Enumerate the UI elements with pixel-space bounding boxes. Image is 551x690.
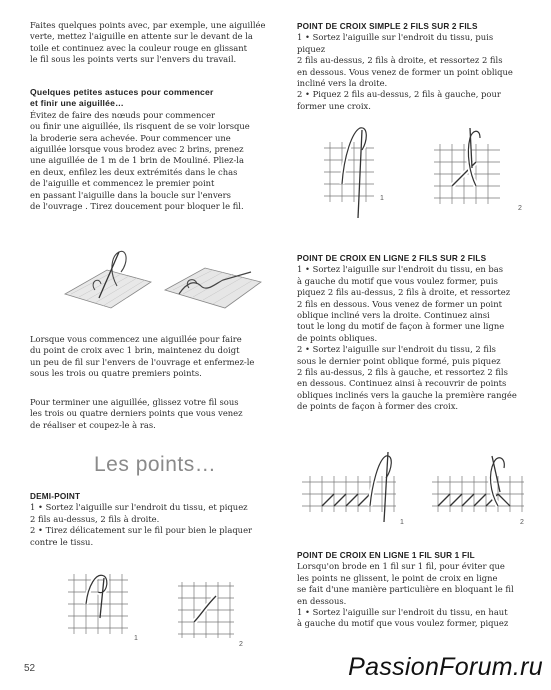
text-line: 2 • Piquez 2 fils au-dessus, 2 fils à gauche, pour bbox=[297, 89, 501, 100]
text-line: piquez 2 fils au-dessus, 2 fils à droite, et ressortez bbox=[297, 287, 511, 298]
text-line: former une croix. bbox=[297, 100, 371, 111]
text-line: 1 • Sortez l'aiguille sur l'endroit du tissu, et piquez bbox=[30, 502, 248, 513]
demi-point-figure-1 bbox=[66, 570, 146, 642]
line-cross-1x1-section bbox=[297, 550, 521, 630]
text-line: en dessous. Continuez ainsi à recouvrir de points bbox=[297, 378, 507, 389]
text-line: 2 fils en dessous. Vous venez de former un point bbox=[297, 298, 502, 309]
text-line: 2 • Sortez l'aiguille sur l'endroit du tissu, 2 fils bbox=[297, 344, 496, 355]
simple-cross-figure-2 bbox=[430, 124, 526, 216]
text-line: Évitez de faire des nœuds pour commencer bbox=[30, 109, 216, 120]
text-line: de l'ouvrage . Tirez doucement pour bloquer le fil. bbox=[30, 201, 244, 212]
text-line: à gauche du motif que vous voulez former, puis bbox=[297, 275, 498, 286]
text-line: 2 fils au-dessus, 2 fils à gauche, et ressortez 2 fils bbox=[297, 367, 508, 378]
text-line: Pour terminer une aiguillée, glissez votre fil sous bbox=[30, 397, 239, 407]
line-cross-figure-1 bbox=[300, 448, 412, 530]
section-title: Les points… bbox=[94, 453, 217, 476]
text-line: sous le dernier point oblique formé, puis piquez bbox=[297, 355, 501, 366]
text-line: 2 fils au-dessus, 2 fils à droite. bbox=[30, 513, 160, 524]
simple-cross-figure-1 bbox=[322, 122, 392, 222]
text-line: incliné vers la droite. bbox=[297, 78, 388, 89]
figure-number: 2 bbox=[518, 205, 522, 212]
text-line: sous les trois ou quatre premiers points. bbox=[30, 368, 202, 379]
simple-cross-section bbox=[297, 21, 521, 112]
text-line: un peu de fil sur l'envers de l'ouvrage et enfermez-le bbox=[30, 356, 255, 367]
line-cross-figure-2 bbox=[430, 452, 530, 532]
text-line: de points de façon à former des croix. bbox=[297, 401, 459, 412]
tips-heading: Quelques petites astuces pour commencer bbox=[30, 87, 214, 97]
text-line: une aiguillée de 1 m de 1 brin de Mouliné. Pliez-la bbox=[30, 155, 244, 166]
line-cross-section bbox=[297, 253, 521, 413]
text-line: toile et continuez avec la couleur rouge en glissant bbox=[30, 42, 248, 53]
text-line: le fil sous les points verts sur l'envers du travail. bbox=[30, 54, 237, 65]
figure-number: 1 bbox=[380, 195, 384, 202]
text-line: contre le tissu. bbox=[30, 536, 94, 547]
text-line: de l'aiguille et commencez le premier point bbox=[30, 178, 215, 189]
demi-point-section bbox=[30, 491, 280, 548]
text-line: 1 • Sortez l'aiguille sur l'endroit du tissu, puis piquez bbox=[297, 32, 494, 54]
tips-section bbox=[30, 87, 280, 212]
figure-number: 1 bbox=[400, 519, 404, 526]
finish-paragraph bbox=[30, 397, 280, 431]
text-line: en passant l'aiguille dans la boucle sur l'envers bbox=[30, 189, 231, 200]
text-line: du point de croix avec 1 brin, maintenez du doigt bbox=[30, 345, 240, 356]
watermark: PassionForum.ru bbox=[348, 653, 543, 681]
text-line: 2 fils au-dessus, 2 fils à droite, et ressortez 2 fils bbox=[297, 55, 503, 66]
text-line: en deux, enfilez les deux extrémités dans le chas bbox=[30, 166, 238, 177]
text-line: 1 • Sortez l'aiguille sur l'endroit du tissu, en haut bbox=[297, 607, 508, 618]
text-line: tout le long du motif de façon à former une ligne bbox=[297, 321, 505, 332]
line-cross-heading: POINT DE CROIX EN LIGNE 2 FILS SUR 2 FILS bbox=[297, 254, 487, 263]
text-line: verte, mettez l'aiguille en attente sur le devant de la bbox=[30, 31, 253, 42]
text-line: ou finir une aiguillée, ils risquent de se voir lorsque bbox=[30, 121, 250, 132]
tips-heading: et finir une aiguillée… bbox=[30, 98, 124, 109]
line-cross-1x1-heading: POINT DE CROIX EN LIGNE 1 FIL SUR 1 FIL bbox=[297, 551, 475, 560]
text-line: obliques inclinés vers la gauche la première rangée bbox=[297, 389, 517, 400]
figure-number: 2 bbox=[520, 519, 524, 526]
simple-cross-heading: POINT DE CROIX SIMPLE 2 FILS SUR 2 FILS bbox=[297, 22, 478, 31]
text-line: de points obliques. bbox=[297, 332, 378, 343]
text-line: Lorsque vous commencez une aiguillée pour faire bbox=[30, 334, 242, 344]
figure-number: 1 bbox=[134, 635, 138, 642]
text-line: 1 • Sortez l'aiguille sur l'endroit du tissu, en bas bbox=[297, 264, 504, 275]
needle-loop-illustration bbox=[55, 242, 265, 314]
intro-paragraph bbox=[30, 20, 280, 66]
text-line: se fait d'une manière particulière en bloquant le fil bbox=[297, 584, 514, 595]
text-line: Lorsqu'on brode en 1 fil sur 1 fil, pour éviter que bbox=[297, 561, 505, 572]
page-number: 52 bbox=[24, 663, 36, 674]
one-strand-paragraph bbox=[30, 334, 280, 380]
demi-point-figure-2 bbox=[176, 580, 248, 646]
text-line: en dessous. Vous venez de former un point oblique bbox=[297, 66, 513, 77]
text-line: aiguillée lorsque vous brodez avec 2 brins, prenez bbox=[30, 144, 244, 155]
text-line: Faites quelques points avec, par exemple, une aiguillée bbox=[30, 20, 266, 30]
text-line: 2 • Tirez délicatement sur le fil pour bien le plaquer bbox=[30, 525, 253, 536]
text-line: les points ne glissent, le point de croix en ligne bbox=[297, 572, 498, 583]
text-line: la broderie sera achevée. Pour commencer une bbox=[30, 132, 231, 143]
text-line: les trois ou quatre derniers points que vous venez bbox=[30, 408, 243, 419]
text-line: de réaliser et coupez-le à ras. bbox=[30, 419, 156, 430]
text-line: en dessous. bbox=[297, 595, 347, 606]
demi-point-heading: DEMI-POINT bbox=[30, 492, 81, 501]
figure-number: 2 bbox=[239, 641, 243, 648]
text-line: à gauche du motif que vous voulez former, piquez bbox=[297, 618, 509, 629]
text-line: oblique incliné vers la droite. Continuez ainsi bbox=[297, 310, 490, 321]
